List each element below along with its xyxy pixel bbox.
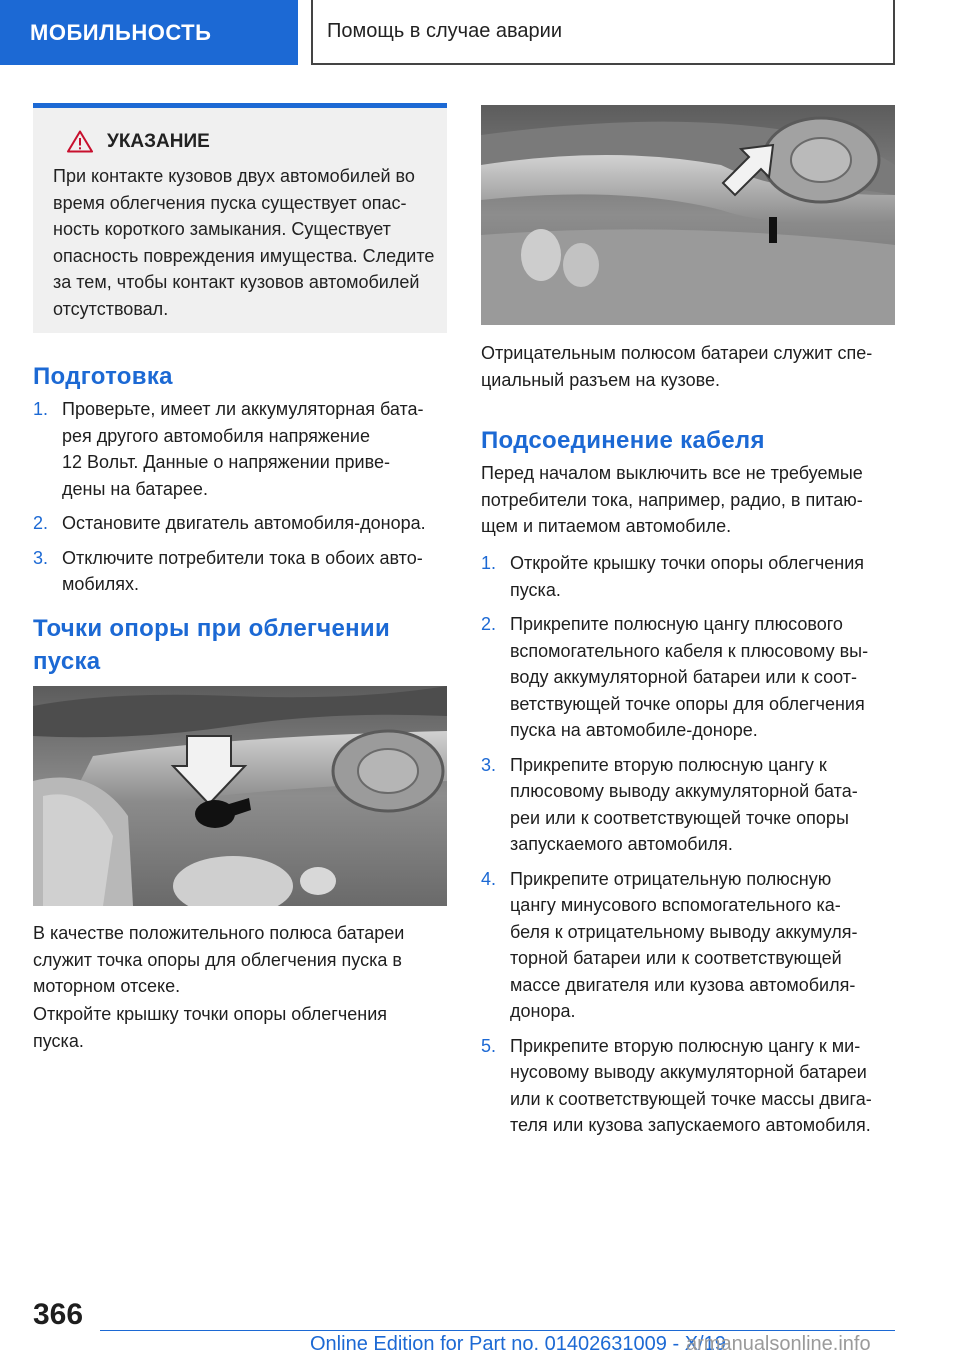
preparation-steps [33,396,453,606]
step-number: 1. [33,399,49,419]
chapter-title: Помощь в случае аварии [311,0,895,65]
text-line: плюсовому выводу аккумуляторной бата- [510,781,858,801]
list-item [481,550,901,603]
text-line: пуска. [33,1030,84,1051]
text-line: служит точка опоры для облегчения пуска в [33,949,402,970]
text-line: отсутствовал. [53,298,169,319]
text-line: потребители тока, например, радио, в питаю- [481,489,863,510]
text-line: теля или кузова запускаемого автомобиля. [510,1115,871,1135]
text-line: нусовому выводу аккумуляторной батареи [510,1062,867,1082]
text-line: или к соответствующей точке массы двига- [510,1088,872,1109]
text-line: Остановите двигатель автомобиля-донора. [62,513,426,533]
footer-watermark: armanualsonline.info [686,1333,871,1355]
step-number: 5. [481,1035,497,1056]
jump-points-heading [33,612,390,678]
list-item [481,1033,901,1139]
step-number: 3. [33,547,49,568]
list-item [33,396,453,502]
text-line: реи или к соответствующей точке опоры [510,807,849,828]
text-line: время облегчения пуска существует опас- [53,192,407,213]
warning-box [33,103,447,333]
section-tab: МОБИЛЬНОСТЬ [0,0,298,65]
text-line: Перед началом выключить все не требуемые [481,463,863,483]
positive-pole-caption [33,920,453,1000]
text-line: Отрицательным полюсом батареи служит спе- [481,343,873,363]
list-item [33,510,453,537]
warning-text [53,163,435,322]
negative-pole-caption [481,340,901,393]
page-number: 366 [33,1298,84,1331]
list-item [481,866,901,1025]
text-line: Отключите потребители тока в обоих авто- [62,547,423,568]
text-line: мобилях. [62,574,140,594]
text-line: В качестве положительного полюса батареи [33,923,405,943]
list-item [33,545,453,598]
text-line: Прикрепите вторую полюсную цангу к [510,754,827,775]
warning-triangle-icon [67,130,93,153]
text-line: Прикрепите вторую полюсную цангу к ми- [510,1035,861,1056]
text-line: Откройте крышку точки опоры облегчения [510,553,864,573]
text-line: торной батареи или к соответствующей [510,948,842,968]
list-item [481,752,901,858]
warning-title: УКАЗАНИЕ [107,130,210,152]
text-line: Прикрепите полюсную цангу плюсового [510,614,843,634]
text-line: пуска на автомобиле-доноре. [510,720,758,740]
text-line: При контакте кузовов двух автомобилей во [53,166,415,186]
list-item [481,611,901,744]
preparation-heading: Подготовка [33,363,173,390]
text-line: запускаемого автомобиля. [510,834,733,854]
text-line: рея другого автомобиля напряжение [62,425,370,446]
engine-bay-positive-photo [33,686,447,906]
step-number: 1. [481,553,497,573]
text-line: опасность повреждения имущества. Следите [53,245,435,266]
heading-line: пуска [33,648,101,675]
text-line: Прикрепите отрицательную полюсную [510,868,832,889]
step-number: 4. [481,868,497,889]
text-line: массе двигателя или кузова автомобиля- [510,974,856,995]
footer-edition: Online Edition for Part no. 01402631009 - X/19 [310,1333,726,1355]
text-line: воду аккумуляторной батареи или к соот- [510,667,857,687]
text-line: Проверьте, имеет ли аккумуляторная бата- [62,399,424,419]
step-number: 2. [33,513,49,533]
text-line: цангу минусового вспомогательного ка- [510,895,841,915]
text-line: ветствующей точке опоры для облегчения [510,693,865,714]
text-line: за тем, чтобы контакт кузовов автомобилей [53,272,420,292]
text-line: Откройте крышку точки опоры облегчения [33,1004,387,1024]
text-line: ность короткого замыкания. Существует [53,219,391,239]
text-line: вспомогательного кабеля к плюсовому вы- [510,640,869,661]
step-number: 3. [481,754,497,775]
step-number: 2. [481,614,497,634]
text-line: пуска. [510,579,561,600]
text-line: циальный разъем на кузове. [481,369,720,390]
connect-intro [481,460,901,540]
connect-steps [481,550,901,1147]
text-line: беля к отрицательному выводу аккумуля- [510,921,858,942]
text-line: щем и питаемом автомобиле. [481,516,732,536]
text-line: донора. [510,1001,576,1021]
text-line: дены на батарее. [62,478,208,499]
text-line: моторном отсеке. [33,976,181,996]
engine-bay-negative-photo [481,105,895,325]
text-line: 12 Вольт. Данные о напряжении приве- [62,452,390,472]
open-cover-note [33,1001,453,1054]
footer-divider [100,1330,895,1331]
warning-heading [67,130,427,153]
connect-cable-heading: Подсоединение кабеля [481,427,765,454]
heading-line: Точки опоры при облегчении [33,615,391,642]
